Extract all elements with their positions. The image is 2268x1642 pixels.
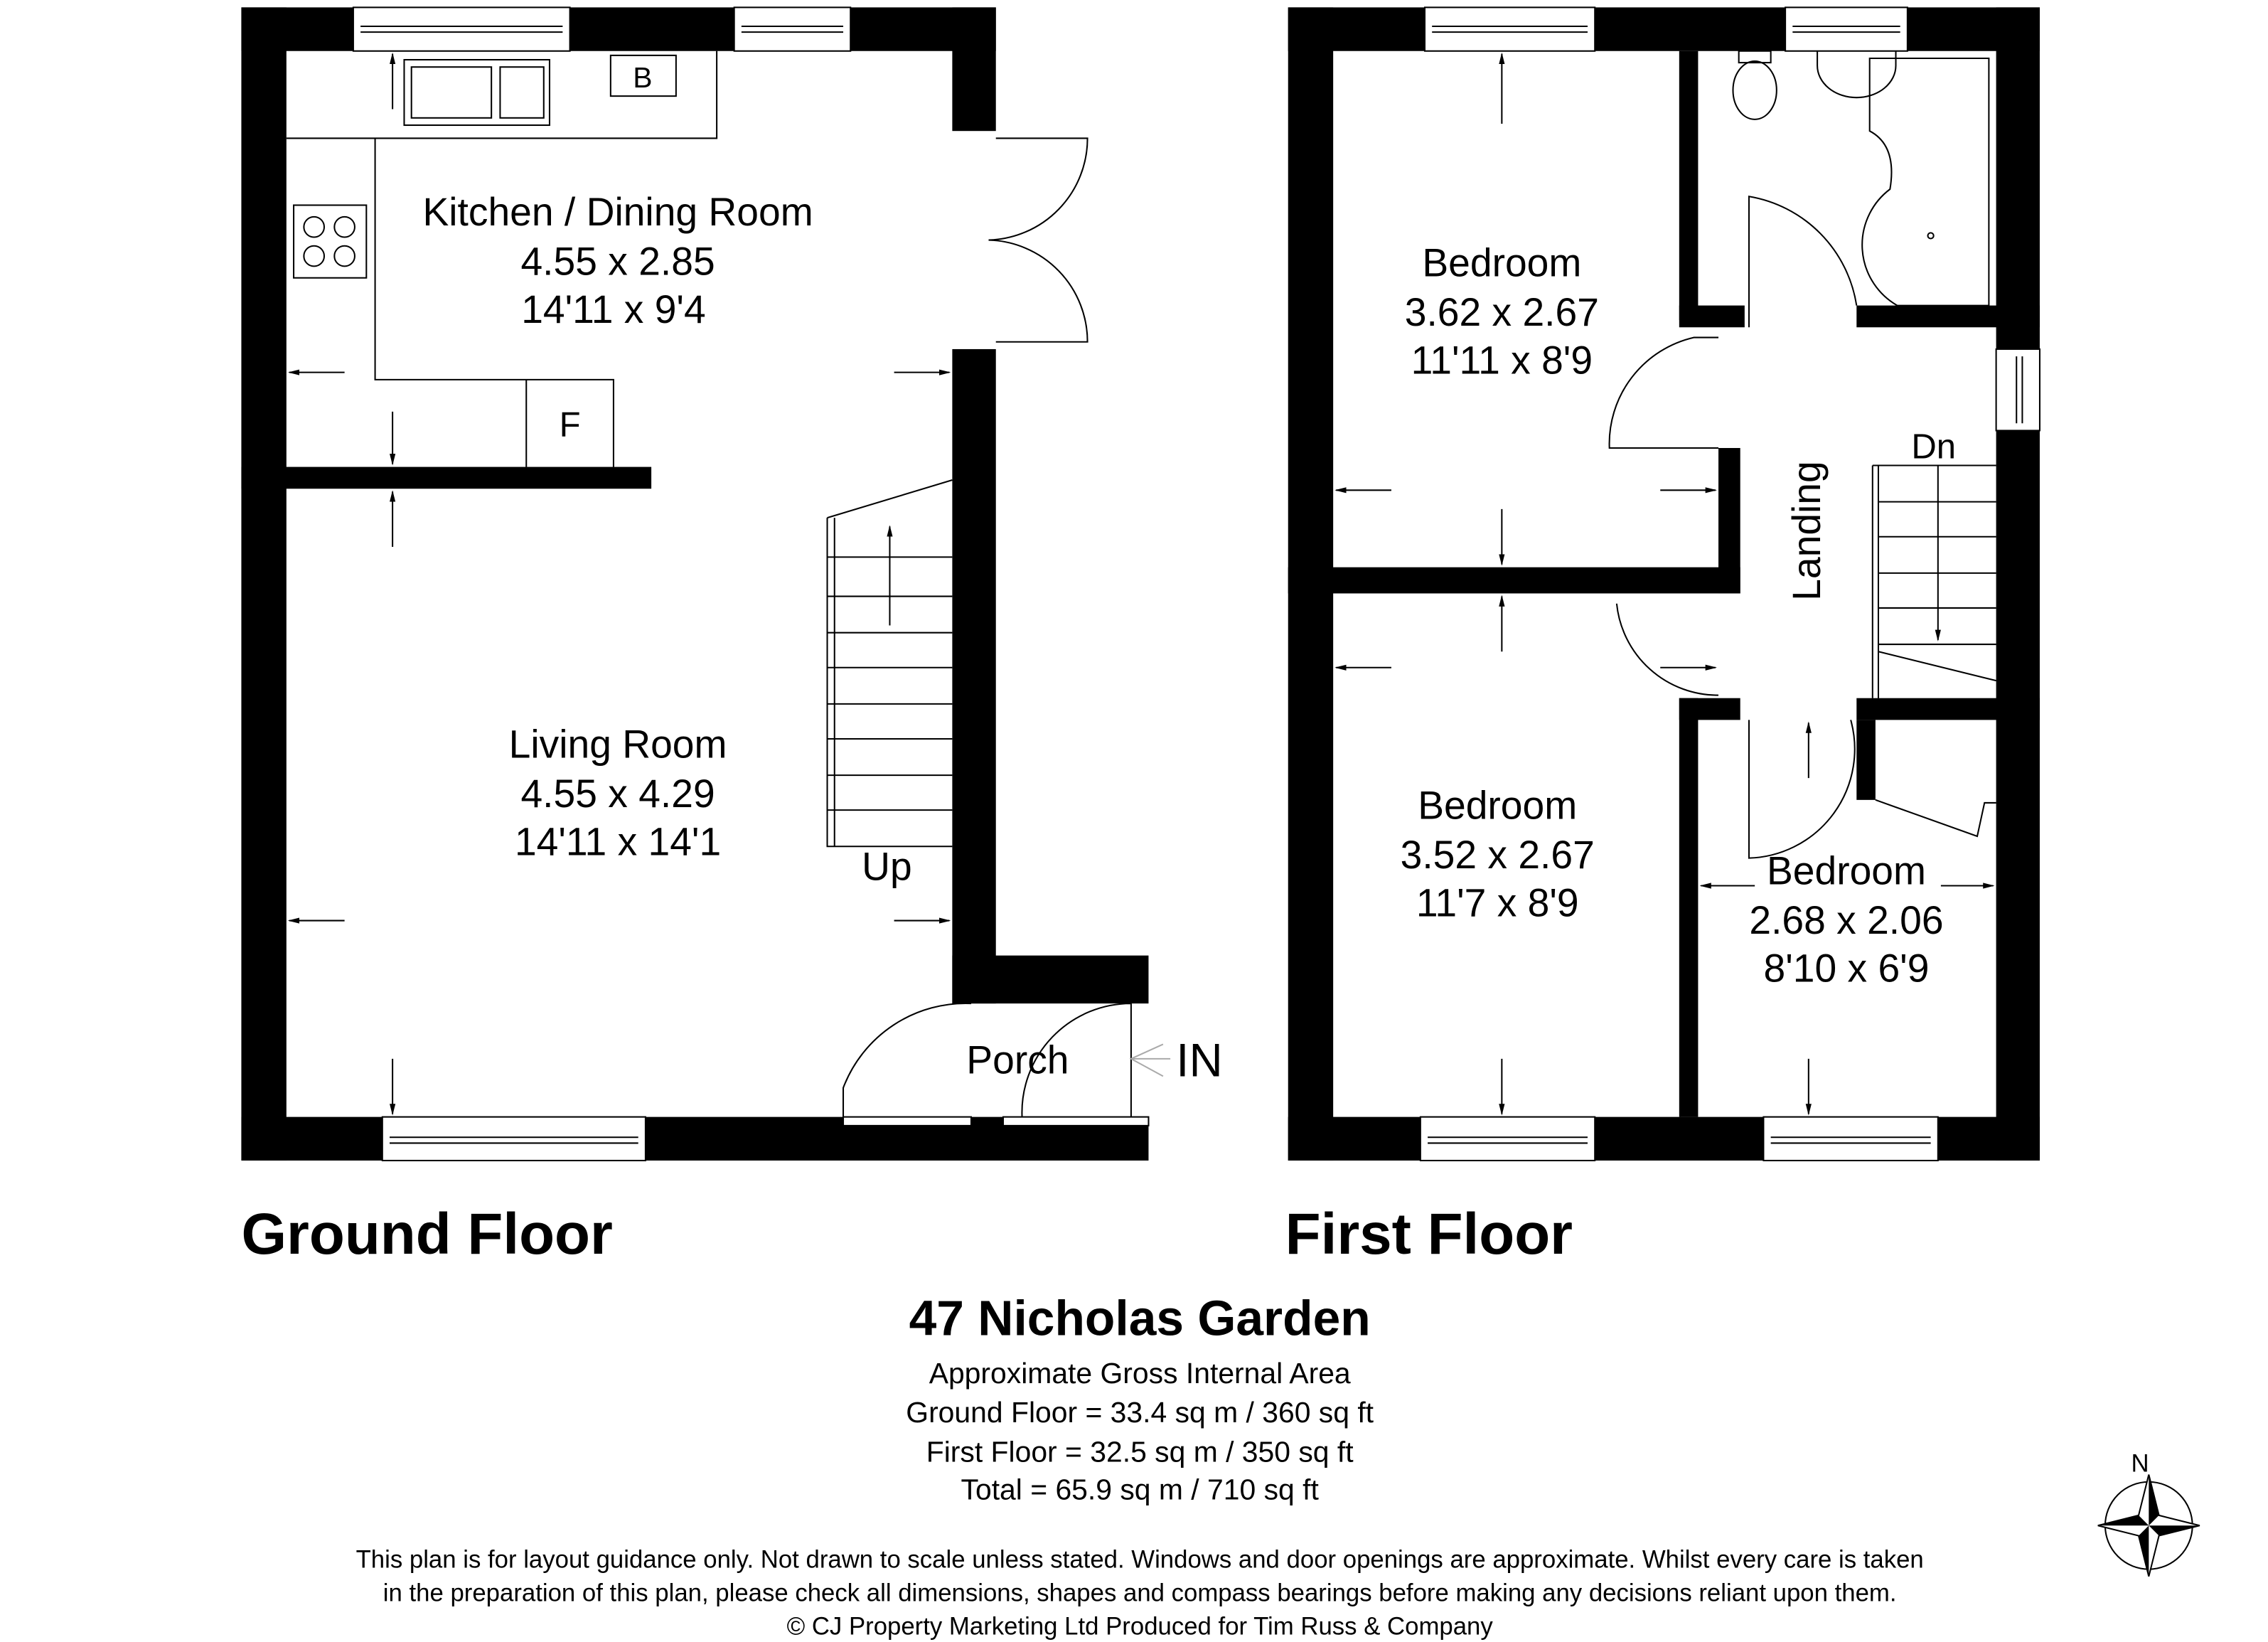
area-heading: Approximate Gross Internal Area: [929, 1356, 1351, 1390]
svg-text:Bedroom: Bedroom: [1422, 240, 1582, 285]
ground-floor-plan: [241, 7, 1222, 1161]
area-total: Total = 65.9 sq m / 710 sq ft: [961, 1473, 1319, 1506]
porch-inner-door[interactable]: [843, 1003, 971, 1117]
room-bedroom-1: [1405, 241, 1599, 383]
disclaimer: [356, 1547, 1924, 1641]
svg-text:Living Room: Living Room: [508, 722, 727, 767]
bathroom-fittings: [1733, 51, 1989, 306]
svg-text:14'11 x 9'4: 14'11 x 9'4: [521, 287, 706, 332]
compass-icon: [2098, 1451, 2200, 1577]
stairs-down[interactable]: [1873, 466, 1996, 698]
window: [353, 7, 850, 1161]
svg-text:4.55 x 2.85: 4.55 x 2.85: [520, 239, 715, 284]
cupboard-door[interactable]: [1876, 800, 1996, 836]
room-bedroom-3: [1749, 848, 1943, 990]
svg-text:8'10 x 6'9: 8'10 x 6'9: [1763, 946, 1930, 991]
room-porch: Porch: [966, 1038, 1069, 1082]
first-floor-label: First Floor: [1285, 1201, 1573, 1267]
stairs-down-label: Dn: [1911, 427, 1957, 467]
svg-text:11'7 x 8'9: 11'7 x 8'9: [1416, 880, 1579, 925]
fridge-marker: F: [559, 405, 581, 444]
svg-text:4.55 x 4.29: 4.55 x 4.29: [520, 772, 715, 816]
svg-text:11'11 x 8'9: 11'11 x 8'9: [1411, 338, 1593, 383]
address-title: 47 Nicholas Garden: [909, 1290, 1371, 1346]
area-summary: [906, 1290, 1374, 1505]
room-landing: Landing: [1785, 461, 1829, 601]
boiler-marker: B: [633, 60, 653, 94]
svg-text:Bedroom: Bedroom: [1766, 848, 1926, 893]
svg-text:2.68 x 2.06: 2.68 x 2.06: [1749, 897, 1944, 942]
bedroom-3-door[interactable]: [1749, 720, 1855, 858]
svg-text:Bedroom: Bedroom: [1418, 783, 1578, 828]
hob-icon: [294, 205, 366, 277]
room-living-room: [509, 723, 727, 864]
svg-text:in the preparation of this pla: in the preparation of this plan, please check all dimensions, shapes and compass bearings before making any decisions reliant upon them.: [383, 1579, 1897, 1607]
area-ground: Ground Floor = 33.4 sq m / 360 sq ft: [906, 1396, 1374, 1429]
svg-text:This plan is for layout guidan: This plan is for layout guidance only. Not drawn to scale unless stated. Windows and door openings are approximate. Whilst every care is taken: [355, 1546, 1924, 1574]
svg-text:3.52 x 2.67: 3.52 x 2.67: [1400, 832, 1595, 877]
svg-text:3.62 x 2.67: 3.62 x 2.67: [1404, 290, 1599, 335]
area-first: First Floor = 32.5 sq m / 350 sq ft: [926, 1435, 1354, 1468]
copyright: © CJ Property Marketing Ltd Produced for Tim Russ & Company: [786, 1613, 1493, 1641]
bathroom-door[interactable]: [1749, 196, 1856, 327]
stairs-up-label: Up: [862, 844, 912, 889]
bedroom-1-door[interactable]: [1610, 338, 1718, 448]
french-doors[interactable]: [989, 138, 1088, 341]
svg-text:14'11 x 14'1: 14'11 x 14'1: [514, 819, 722, 864]
stairs-up[interactable]: [828, 480, 953, 846]
room-bedroom-2: [1401, 783, 1595, 924]
first-floor-plan: [1288, 7, 2040, 1161]
svg-text:Kitchen / Dining Room: Kitchen / Dining Room: [422, 190, 813, 235]
compass-north-label: N: [2131, 1450, 2149, 1478]
ground-floor-label: Ground Floor: [241, 1201, 613, 1267]
bedroom-2-door[interactable]: [1617, 604, 1718, 695]
room-kitchen-dining: [422, 190, 813, 331]
entrance-label: IN: [1176, 1034, 1223, 1087]
